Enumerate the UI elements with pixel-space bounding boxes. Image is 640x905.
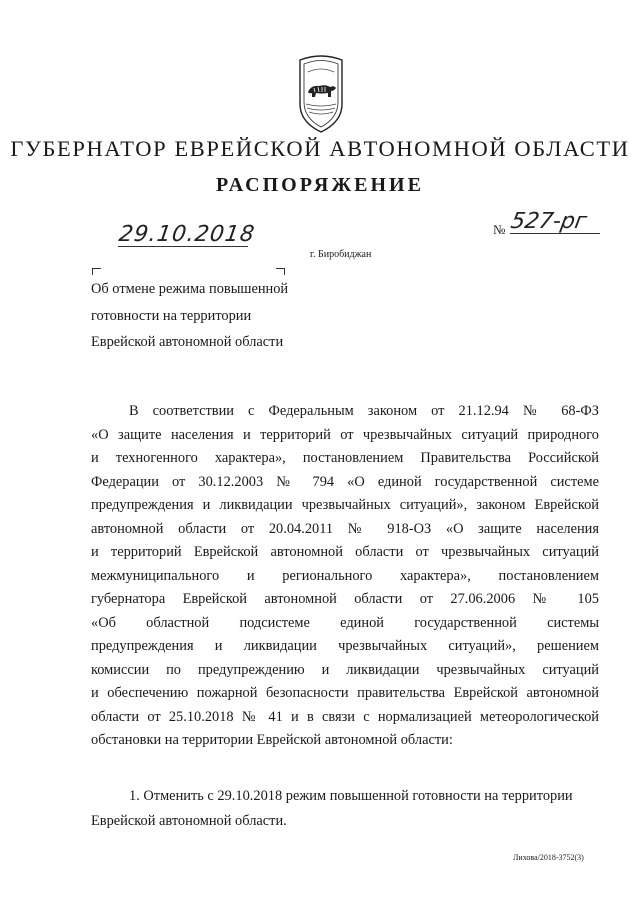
subject-line: Еврейской автономной области bbox=[91, 334, 284, 350]
subject-line: готовности на территории bbox=[91, 307, 252, 324]
body-line: Федерации от 30.12.2003 № 794 «О единой государственной системе bbox=[91, 473, 599, 490]
number-sign: № bbox=[493, 222, 506, 237]
place-of-issue: г. Биробиджан bbox=[310, 249, 372, 260]
body-line: области от 25.10.2018 № 41 и в связи с нормализацией метеорологической bbox=[91, 708, 599, 725]
issuer-title: ГУБЕРНАТОР ЕВРЕЙСКОЙ АВТОНОМНОЙ ОБЛАСТИ bbox=[10, 136, 630, 161]
body-line: предупреждения и ликвидации чрезвычайных ситуаций», решением bbox=[91, 638, 599, 654]
body-line: В соответствии с Федеральным законом от 21.12.94 № 68-ФЗ bbox=[129, 403, 599, 419]
body-line: межмуниципального и регионального характера», постановлением bbox=[91, 567, 599, 584]
preamble-paragraph bbox=[91, 400, 599, 753]
document-subject bbox=[91, 276, 288, 356]
order-point-1 bbox=[91, 784, 599, 834]
coat-of-arms-emblem bbox=[296, 52, 346, 136]
document-number: 527-рг bbox=[508, 209, 589, 234]
tiger-icon bbox=[308, 85, 336, 97]
number-underline bbox=[510, 233, 600, 234]
body-line: и техногенного характера», постановлением Правительства Российской bbox=[91, 450, 599, 466]
body-line: и обеспечению пожарной безопасности правительства Еврейской автономной bbox=[91, 685, 599, 701]
point-1-line: 1. Отменить с 29.10.2018 режим повышенной готовности на территории bbox=[129, 788, 573, 804]
document-type-heading: РАСПОРЯЖЕНИЕ bbox=[216, 174, 424, 196]
body-line: автономной области от 20.04.2011 № 918-ОЗ «О защите населения bbox=[91, 520, 599, 537]
subject-line: Об отмене режима повышенной bbox=[91, 281, 289, 297]
body-line: и территорий Еврейской автономной области от чрезвычайных ситуаций bbox=[91, 544, 599, 560]
body-line: «О защите населения и территорий от чрезвычайных ситуаций природного bbox=[91, 426, 599, 443]
body-line: «Об областной подсистеме единой государственной системы bbox=[91, 614, 599, 631]
body-line: предупреждения и ликвидации чрезвычайных ситуаций», законом Еврейской bbox=[91, 497, 599, 513]
subject-bracket-left bbox=[92, 268, 101, 275]
body-line: обстановки на территории Еврейской автономной области: bbox=[91, 732, 453, 748]
body-line: губернатора Еврейской автономной области от 27.06.2006 № 105 bbox=[91, 591, 599, 607]
document-date: 29.10.2018 bbox=[117, 222, 257, 247]
body-line: комиссии по предупреждению и ликвидации чрезвычайных ситуаций bbox=[91, 661, 599, 678]
date-underline bbox=[118, 246, 248, 247]
registration-code: Лихова/2018-3752(3) bbox=[513, 853, 584, 862]
subject-bracket-right bbox=[276, 268, 285, 275]
point-1-line: Еврейской автономной области. bbox=[91, 813, 287, 829]
